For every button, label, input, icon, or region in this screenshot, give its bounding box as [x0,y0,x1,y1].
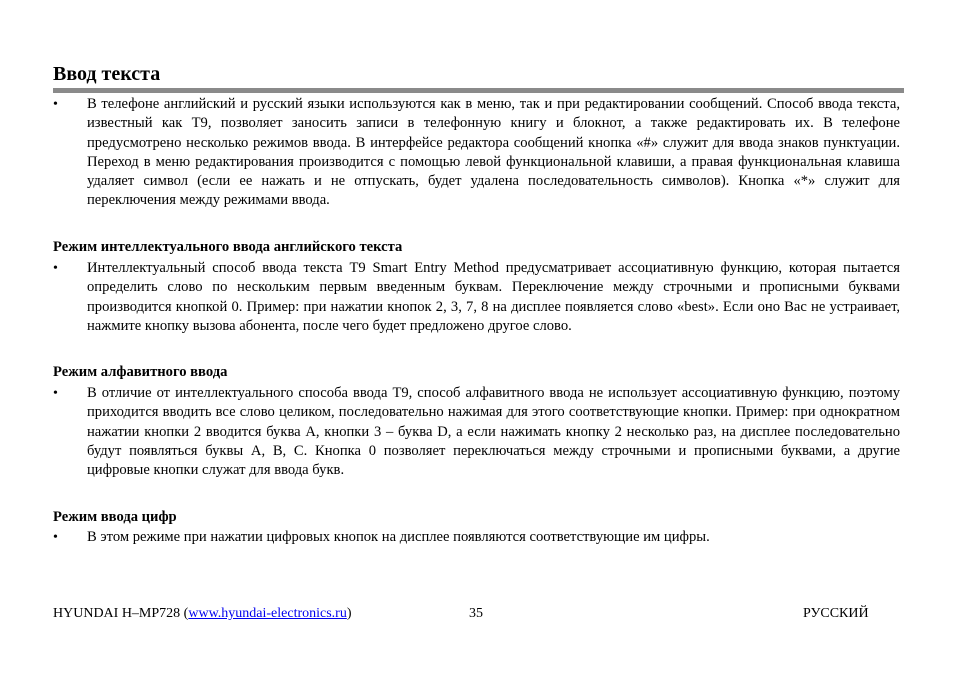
intro-paragraph: В телефоне английский и русский языки используются как в меню, так и при редактировании сообщений. Способ ввода текста, известный как Т9, позволяет заносить записи в телефонную книгу и блокнот, а также редактировать их. В телефоне предусмотрено несколько режимов ввода. В интерфейсе редактора сообщений кнопка «#» служит для ввода знаков пунктуации. Переход в меню редактирования производится с помощью левой функциональной клавиши, а правая функциональная клавиша удаляет символ (если ее нажать и не отпускать, будет удалена последовательность символов). Кнопка «*» служит для переключения между режимами ввода. [87,96,900,209]
alphabet-mode-heading: Режим алфавитного ввода [53,364,228,380]
footer-language: РУССКИЙ [803,606,869,621]
page-title: Ввод текста [53,63,161,85]
smart-entry-heading: Режим интеллектуального ввода английского текста [53,239,403,255]
page-number: 35 [469,606,483,621]
footer-website-link[interactable]: www.hyundai-electronics.ru [188,606,347,621]
footer-model-label: HYUNDAI H–MP728 ( [53,606,189,621]
bullet-marker: • [53,386,58,401]
title-divider [53,88,904,93]
digit-mode-heading: Режим ввода цифр [53,509,177,525]
alphabet-mode-paragraph: В отличие от интеллектуального способа ввода Т9, способ алфавитного ввода не использует ассоциативную функцию, поэтому приходится вводить все слово целиком, последовательно нажимая для этого соответствующие кнопки. Пример: при однократном нажатии кнопки 2 вводится буква А, кнопки 3 – буква D, а если нажимать кнопку 2 несколько раз, на дисплее последовательно будут появляться буквы А, В, С. Кнопка 0 позволяет переключаться между строчными и прописными буквами, а другие цифровые кнопки служат для ввода букв. [87,385,900,479]
footer-model [53,604,352,624]
digit-mode-paragraph: В этом режиме при нажатии цифровых кнопок на дисплее появляются соответствующие им цифры. [87,529,710,545]
footer-model-close: ) [346,606,352,621]
smart-entry-paragraph: Интеллектуальный способ ввода текста T9 Smart Entry Method предусматривает ассоциативную функцию, которая пытается определить слово по нескольким первым введенным буквам. Переключение между строчными и прописными буквами производится кнопкой 0. Пример: при нажатии кнопок 2, 3, 7, 8 на дисплее появляется слово «best». Если оно Вас не устраивает, нажмите кнопку вызова абонента, после чего будет предложено другое слово. [87,260,900,334]
bullet-marker: • [53,261,58,276]
bullet-marker: • [53,530,58,545]
bullet-marker: • [53,97,58,112]
